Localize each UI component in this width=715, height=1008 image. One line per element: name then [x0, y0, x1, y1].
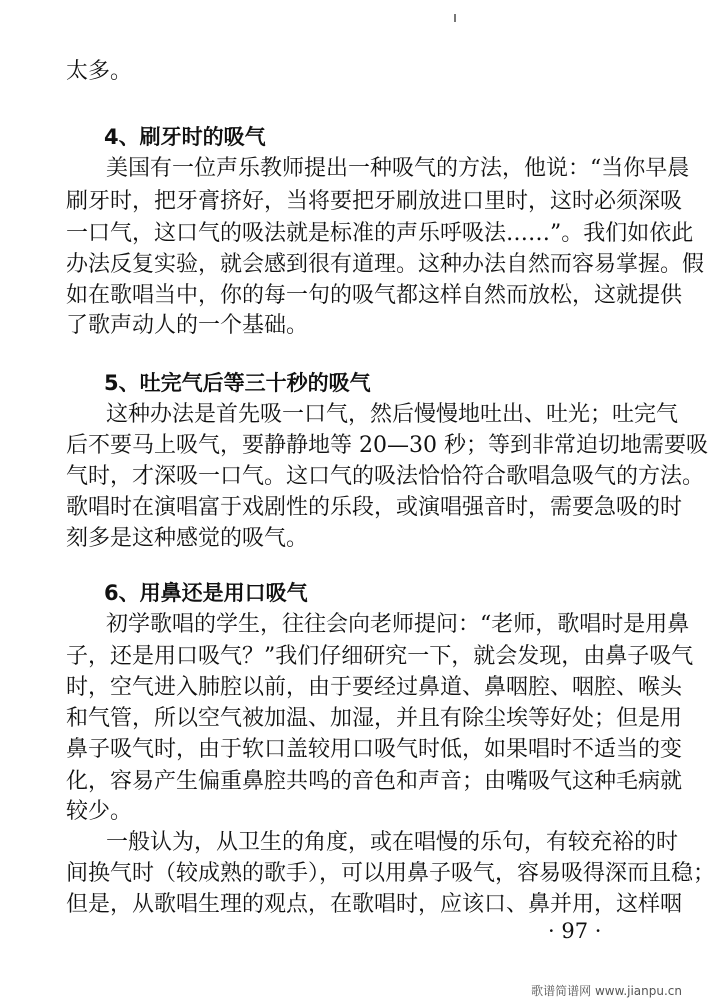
body-line: 太多。 [66, 59, 133, 84]
body-line: 刻多是这种感觉的吸气。 [66, 526, 309, 551]
body-line: 美国有一位声乐教师提出一种吸气的方法，他说：“当你早晨 [106, 156, 690, 181]
page-number: · 97 · [548, 919, 602, 943]
body-line: 一般认为，从卫生的角度，或在唱慢的乐句，有较充裕的时 [106, 830, 679, 855]
section-heading: 6、用鼻还是用口吸气 [104, 581, 308, 605]
section-heading: 4、刷牙时的吸气 [104, 125, 266, 149]
body-line: 和气管，所以空气被加温、加湿，并且有除尘埃等好处；但是用 [66, 706, 683, 731]
body-line: 时，空气进入肺腔以前，由于要经过鼻道、鼻咽腔、咽腔、喉头 [66, 675, 683, 700]
body-line: 这种办法是首先吸一口气，然后慢慢地吐出、吐光；吐完气 [106, 402, 679, 427]
body-line: 办法反复实验，就会感到很有道理。这种办法自然而容易掌握。假 [66, 252, 705, 277]
body-line: 初学歌唱的学生，往往会向老师提问：“老师，歌唱时是用鼻 [106, 612, 690, 637]
body-line: 刷牙时，把牙膏挤好，当将要把牙刷放进口里时，这时必须深吸 [66, 189, 683, 214]
body-line: 但是，从歌唱生理的观点，在歌唱时，应该口、鼻并用，这样咽 [66, 892, 683, 917]
body-line: 较少。 [66, 799, 133, 824]
body-line: 气时，才深吸一口气。这口气的吸法恰恰符合歌唱急吸气的方法。 [66, 464, 705, 489]
watermark: 歌谱简谱网 www.jianpu.cn [531, 984, 682, 998]
body-line: 化，容易产生偏重鼻腔共鸣的音色和声音；由嘴吸气这种毛病就 [66, 769, 683, 794]
body-line: 鼻子吸气时，由于软口盖较用口吸气时低，如果唱时不适当的变 [66, 737, 683, 762]
body-line: 了歌声动人的一个基础。 [66, 313, 309, 338]
scan-speck [454, 14, 456, 22]
body-line: 间换气时（较成熟的歌手），可以用鼻子吸气，容易吸得深而且稳； [66, 861, 715, 886]
section-heading: 5、吐完气后等三十秒的吸气 [104, 371, 371, 395]
body-line: 歌唱时在演唱富于戏剧性的乐段，或演唱强音时，需要急吸的时 [66, 495, 683, 520]
body-line: 子，还是用口吸气？”我们仔细研究一下，就会发现，由鼻子吸气 [66, 644, 694, 669]
body-line: 后不要马上吸气，要静静地等 20—30 秒；等到非常迫切地需要吸 [66, 433, 708, 458]
body-line: 一口气，这口气的吸法就是标准的声乐呼吸法……”。我们如依此 [66, 221, 694, 246]
body-line: 如在歌唱当中，你的每一句的吸气都这样自然而放松，这就提供 [66, 283, 683, 308]
